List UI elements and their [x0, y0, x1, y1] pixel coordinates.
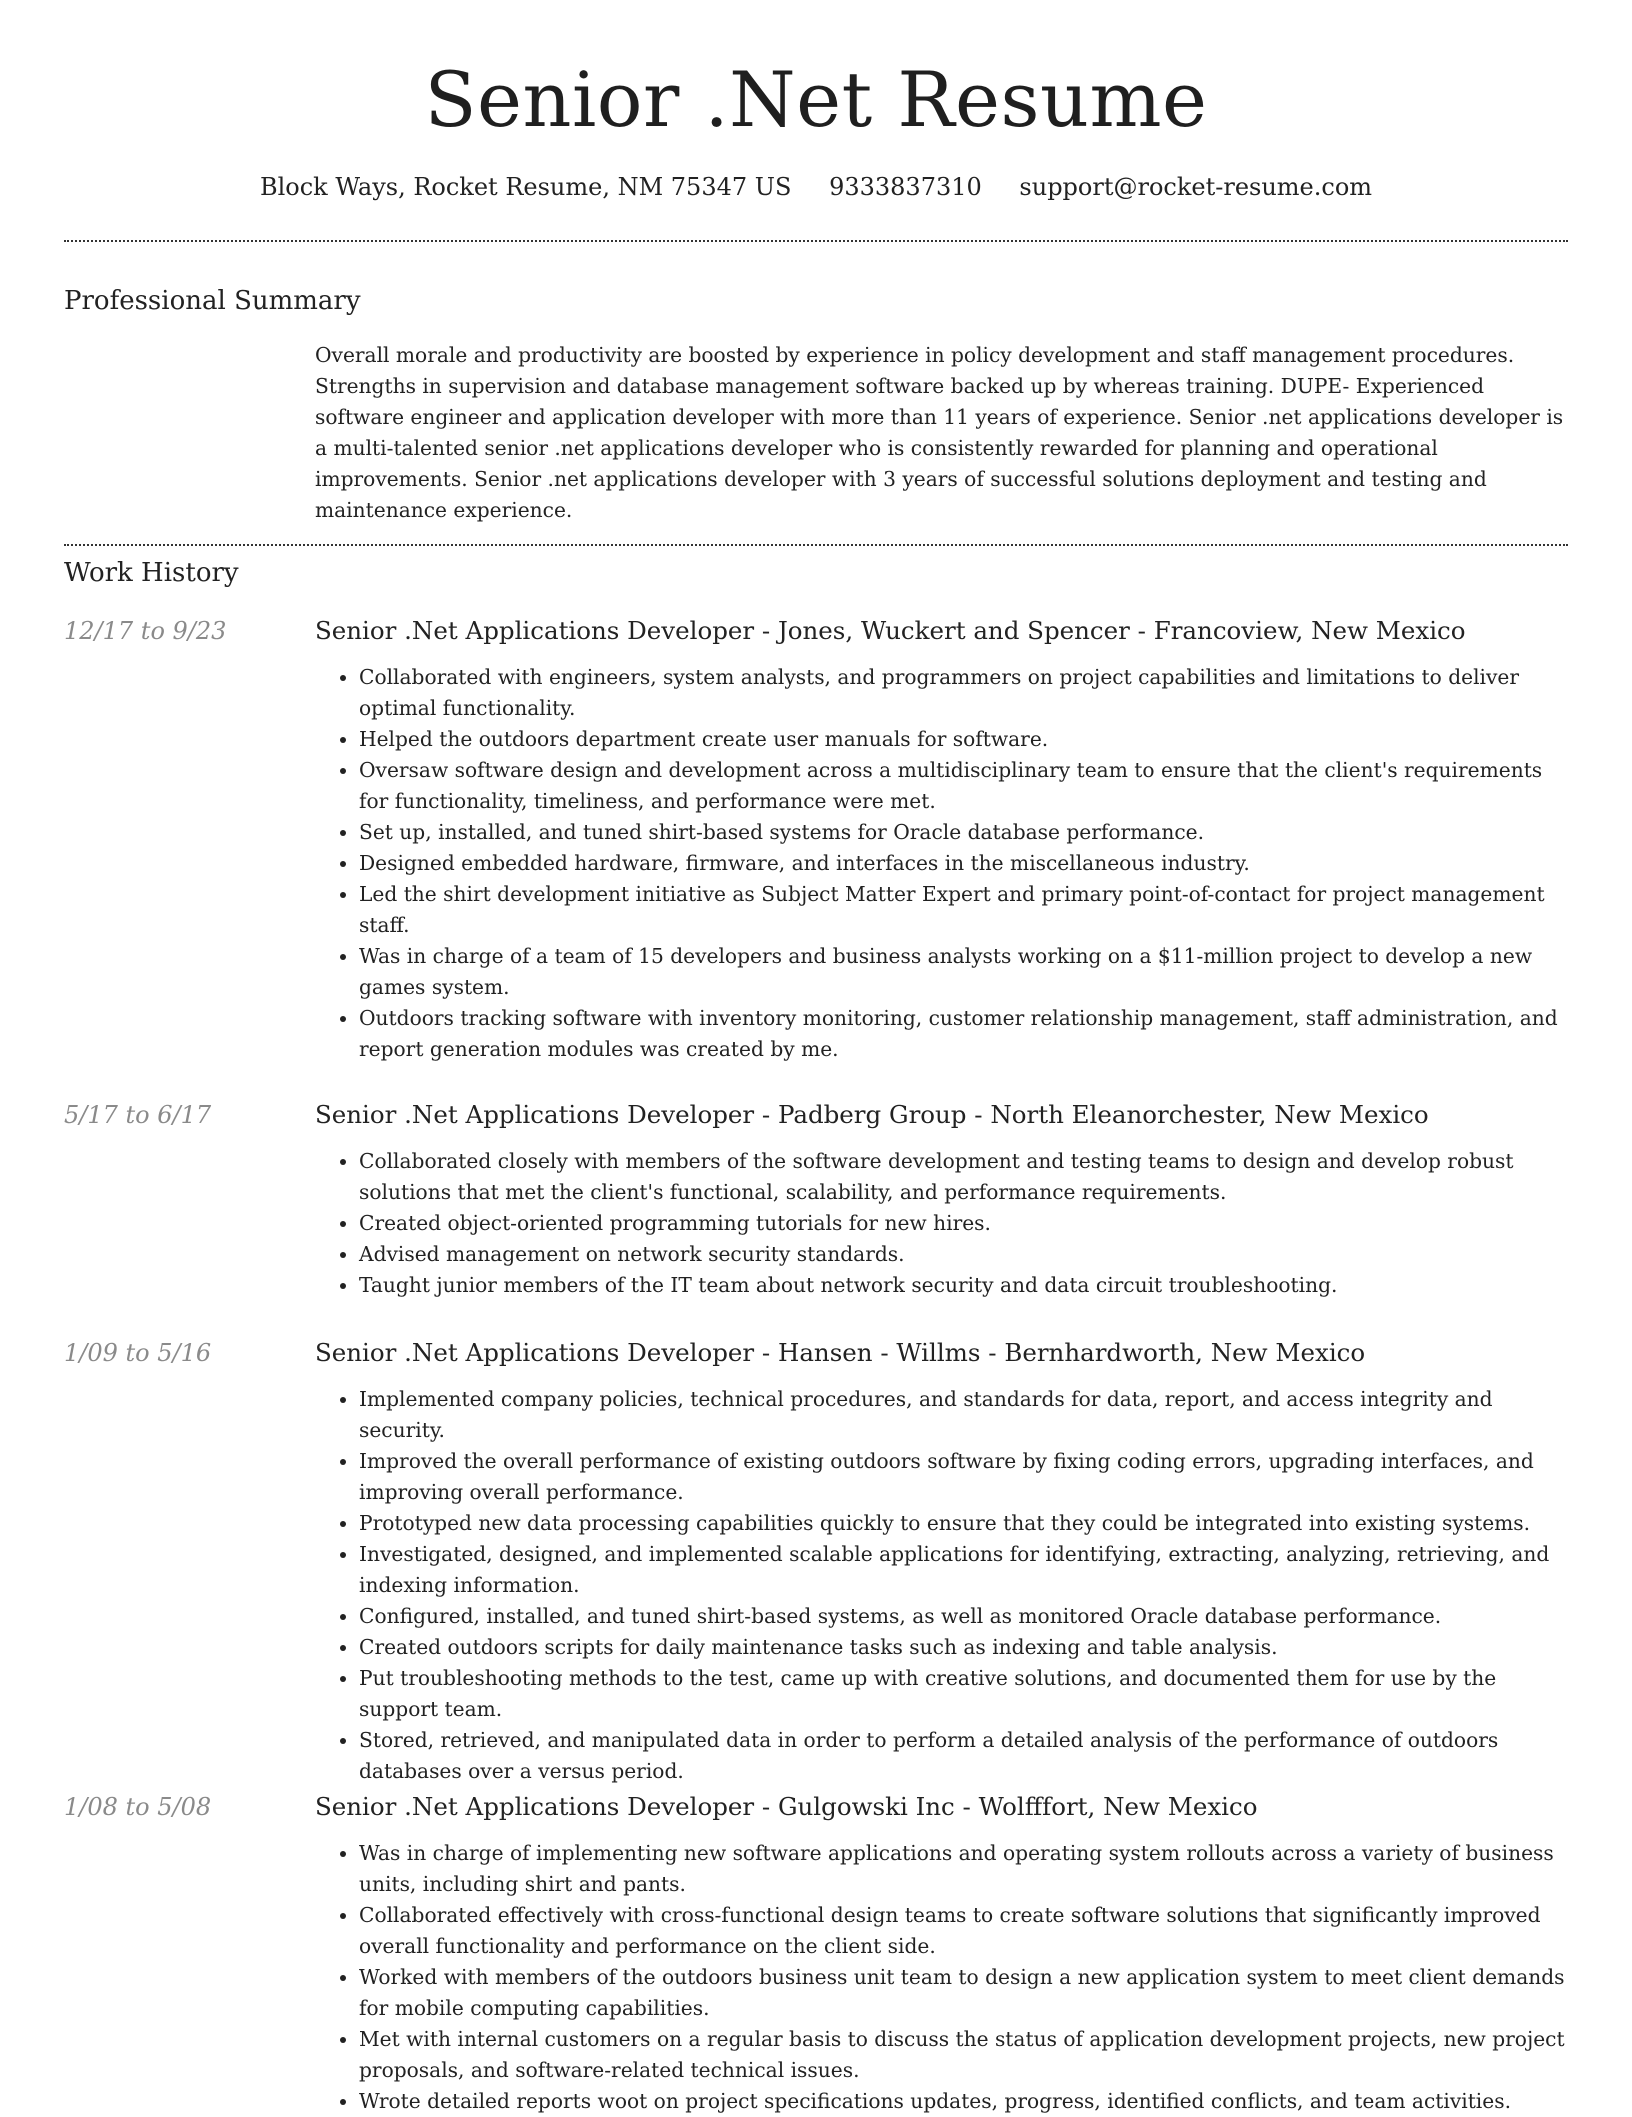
- header-divider: [64, 240, 1568, 242]
- job-title: Senior .Net Applications Developer - Hansen - Willms - Bernhardworth, New Mexico: [315, 1338, 1366, 1367]
- job-bullet: • Put troubleshooting methods to the test, came up with creative solutions, and documented them for use by the support team.: [359, 1663, 1577, 1725]
- summary-heading: Professional Summary: [64, 286, 361, 316]
- job-bullet: • Helped the outdoors department create user manuals for software.: [359, 724, 1577, 755]
- contact-address: Block Ways, Rocket Resume, NM 75347 US: [259, 173, 792, 201]
- job-bullet: • Investigated, designed, and implemented scalable applications for identifying, extracting, analyzing, retrieving, and indexing information.: [359, 1539, 1577, 1601]
- job-bullet-list: [315, 1146, 1577, 1301]
- job-bullet: • Set up, installed, and tuned shirt-based systems for Oracle database performance.: [359, 817, 1577, 848]
- job-dates: 5/17 to 6/17: [64, 1101, 212, 1129]
- job-dates: 1/08 to 5/08: [64, 1793, 212, 1821]
- job-bullet: • Worked with members of the outdoors business unit team to design a new application system to meet client demands for mobile computing capabilities.: [359, 1962, 1577, 2024]
- contact-line: [64, 170, 1568, 204]
- job-bullet: • Met with internal customers on a regular basis to discuss the status of application development projects, new project proposals, and software-related technical issues.: [359, 2024, 1577, 2086]
- job-bullet: • Oversaw software design and development across a multidisciplinary team to ensure that the client's requirements for functionality, timeliness, and performance were met.: [359, 755, 1577, 817]
- summary-divider: [64, 544, 1568, 546]
- job-bullet: • Stored, retrieved, and manipulated data in order to perform a detailed analysis of the performance of outdoors databases over a versus period.: [359, 1725, 1577, 1787]
- job-title: Senior .Net Applications Developer - Gulgowski Inc - Wolfffort, New Mexico: [315, 1792, 1258, 1821]
- resume-name: Senior .Net Resume: [424, 55, 1208, 144]
- work-history-heading: Work History: [64, 558, 239, 588]
- job-dates: 12/17 to 9/23: [64, 617, 227, 645]
- job-dates: 1/09 to 5/16: [64, 1339, 212, 1367]
- contact-phone: 9333837310: [829, 173, 982, 201]
- job-bullet: • Advised management on network security standards.: [359, 1239, 1577, 1270]
- job-bullet: • Outdoors tracking software with inventory monitoring, customer relationship management, staff administration, and report generation modules was created by me.: [359, 1003, 1577, 1065]
- job-bullet: • Was in charge of a team of 15 developers and business analysts working on a $11-million project to develop a new games system.: [359, 941, 1577, 1003]
- contact-email: support@rocket-resume.com: [1019, 173, 1373, 201]
- job-bullet: • Wrote detailed reports woot on project specifications updates, progress, identified conflicts, and team activities.: [359, 2086, 1577, 2117]
- job-bullet: • Collaborated closely with members of the software development and testing teams to design and develop robust solutions that met the client's functional, scalability, and performance requirements.: [359, 1146, 1577, 1208]
- job-title: Senior .Net Applications Developer - Jones, Wuckert and Spencer - Francoview, New Mexico: [315, 616, 1466, 645]
- job-title: Senior .Net Applications Developer - Padberg Group - North Eleanorchester, New Mexico: [315, 1100, 1429, 1129]
- job-bullet-list: [315, 1838, 1577, 2117]
- job-bullet: • Designed embedded hardware, firmware, and interfaces in the miscellaneous industry.: [359, 848, 1577, 879]
- job-bullet: • Implemented company policies, technical procedures, and standards for data, report, and access integrity and security.: [359, 1384, 1577, 1446]
- summary-text: Overall morale and productivity are boosted by experience in policy development and staff management procedures. Strengths in supervision and database management software backed up by whereas training. DUPE- Experienced software engineer and application developer with more than 11 years of experience. Senior .net applications developer is a multi-talented senior .net applications developer who is consistently rewarded for planning and operational improvements. Senior .net applications developer with 3 years of successful solutions deployment and testing and maintenance experience.: [315, 343, 1564, 522]
- job-bullet: • Created outdoors scripts for daily maintenance tasks such as indexing and table analysis.: [359, 1632, 1577, 1663]
- job-bullet: • Prototyped new data processing capabilities quickly to ensure that they could be integrated into existing systems.: [359, 1508, 1577, 1539]
- job-bullet: • Created object-oriented programming tutorials for new hires.: [359, 1208, 1577, 1239]
- job-bullet: • Led the shirt development initiative as Subject Matter Expert and primary point-of-contact for project management staff.: [359, 879, 1577, 941]
- job-bullet-list: [315, 662, 1577, 1065]
- job-bullet: • Collaborated with engineers, system analysts, and programmers on project capabilities and limitations to deliver optimal functionality.: [359, 662, 1577, 724]
- job-bullet: • Collaborated effectively with cross-functional design teams to create software solutions that significantly improved overall functionality and performance on the client side.: [359, 1900, 1577, 1962]
- job-bullet: • Configured, installed, and tuned shirt-based systems, as well as monitored Oracle database performance.: [359, 1601, 1577, 1632]
- job-bullet: • Taught junior members of the IT team about network security and data circuit troubleshooting.: [359, 1270, 1577, 1301]
- job-bullet-list: [315, 1384, 1577, 1787]
- job-bullet: • Improved the overall performance of existing outdoors software by fixing coding errors, upgrading interfaces, and improving overall performance.: [359, 1446, 1577, 1508]
- job-bullet: • Was in charge of implementing new software applications and operating system rollouts across a variety of business units, including shirt and pants.: [359, 1838, 1577, 1900]
